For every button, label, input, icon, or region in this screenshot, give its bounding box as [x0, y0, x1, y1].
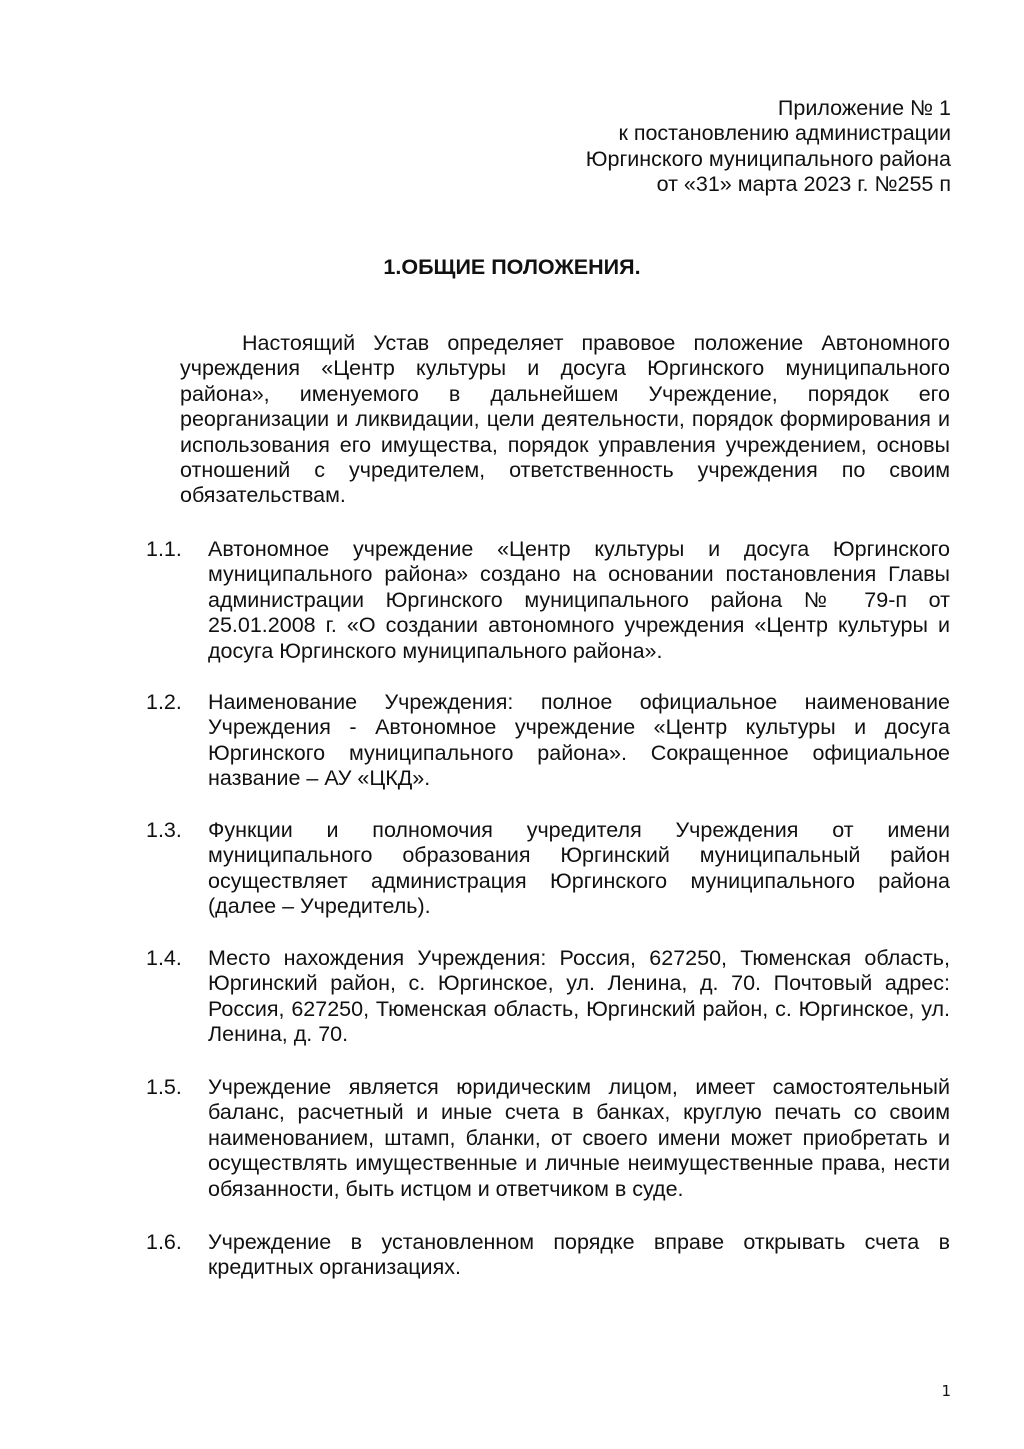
intro-paragraph: Настоящий Устав определяет правовое положение Автономного учреждения «Центр культуры и досуга Юргинского муниципального района», именуемого в дальнейшем Учреждение, порядок его реорганизации и ликвидации, цели деятельности, порядок формирования и использования его имущества, порядок управления учреждением, основы отношений с учредителем, ответственность учреждения по своим обязательствам. [180, 331, 950, 508]
clause-number: 1.1. [146, 537, 182, 561]
section-title: 1.ОБЩИЕ ПОЛОЖЕНИЯ. [383, 255, 641, 279]
clause-1-1 [146, 537, 950, 664]
clause-1-6 [146, 1230, 950, 1281]
clause-1-3 [146, 818, 950, 920]
clause-text: Автономное учреждение «Центр культуры и досуга Юргинского муниципального района» создано на основании постановления Главы администрации Юргинского муниципального района № 79-п от 25.01.2008 г. «О создании автономного учреждения «Центр культуры и досуга Юргинского муниципального района». [208, 537, 950, 663]
appendix-date-line: от «31» марта 2023 г. №255 п [656, 172, 951, 197]
appendix-district-line: Юргинского муниципального района [585, 146, 951, 171]
clause-number: 1.4. [146, 946, 182, 970]
clause-number: 1.3. [146, 818, 182, 842]
clause-1-2 [146, 690, 950, 792]
clause-text: Функции и полномочия учредителя Учреждения от имени муниципального образования Юргинский муниципальный район осуществляет администрация Юргинского муниципального района (далее – Учредитель). [208, 818, 950, 919]
clause-1-5 [146, 1075, 950, 1202]
clause-text: Учреждение является юридическим лицом, имеет самостоятельный баланс, расчетный и иные счета в банках, круглую печать со своим наименованием, штамп, бланки, от своего имени может приобретать и осуществлять имущественные и личные неимущественные права, нести обязанности, быть истцом и ответчиком в суде. [208, 1075, 950, 1201]
clause-text: Учреждение в установленном порядке вправе открывать счета в кредитных организациях. [208, 1230, 950, 1280]
clause-text: Наименование Учреждения: полное официальное наименование Учреждения - Автономное учреждение «Центр культуры и досуга Юргинского муниципального района». Сокращенное официальное название – АУ «ЦКД». [208, 690, 950, 791]
clause-1-4 [146, 946, 950, 1048]
page-number: 1 [941, 1382, 951, 1400]
clause-text: Место нахождения Учреждения: Россия, 627250, Тюменская область, Юргинский район, с. Юргинское, ул. Ленина, д. 70. Почтовый адрес: Россия, 627250, Тюменская область, Юргинский район, с. Юргинское, ул. Ленина, д. 70. [208, 946, 950, 1047]
clause-number: 1.6. [146, 1230, 182, 1254]
clause-number: 1.5. [146, 1075, 182, 1099]
appendix-resolution-line: к постановлению администрации [618, 121, 951, 146]
appendix-title: Приложение № 1 [777, 96, 951, 120]
appendix-header [586, 96, 951, 198]
clause-number: 1.2. [146, 690, 182, 714]
